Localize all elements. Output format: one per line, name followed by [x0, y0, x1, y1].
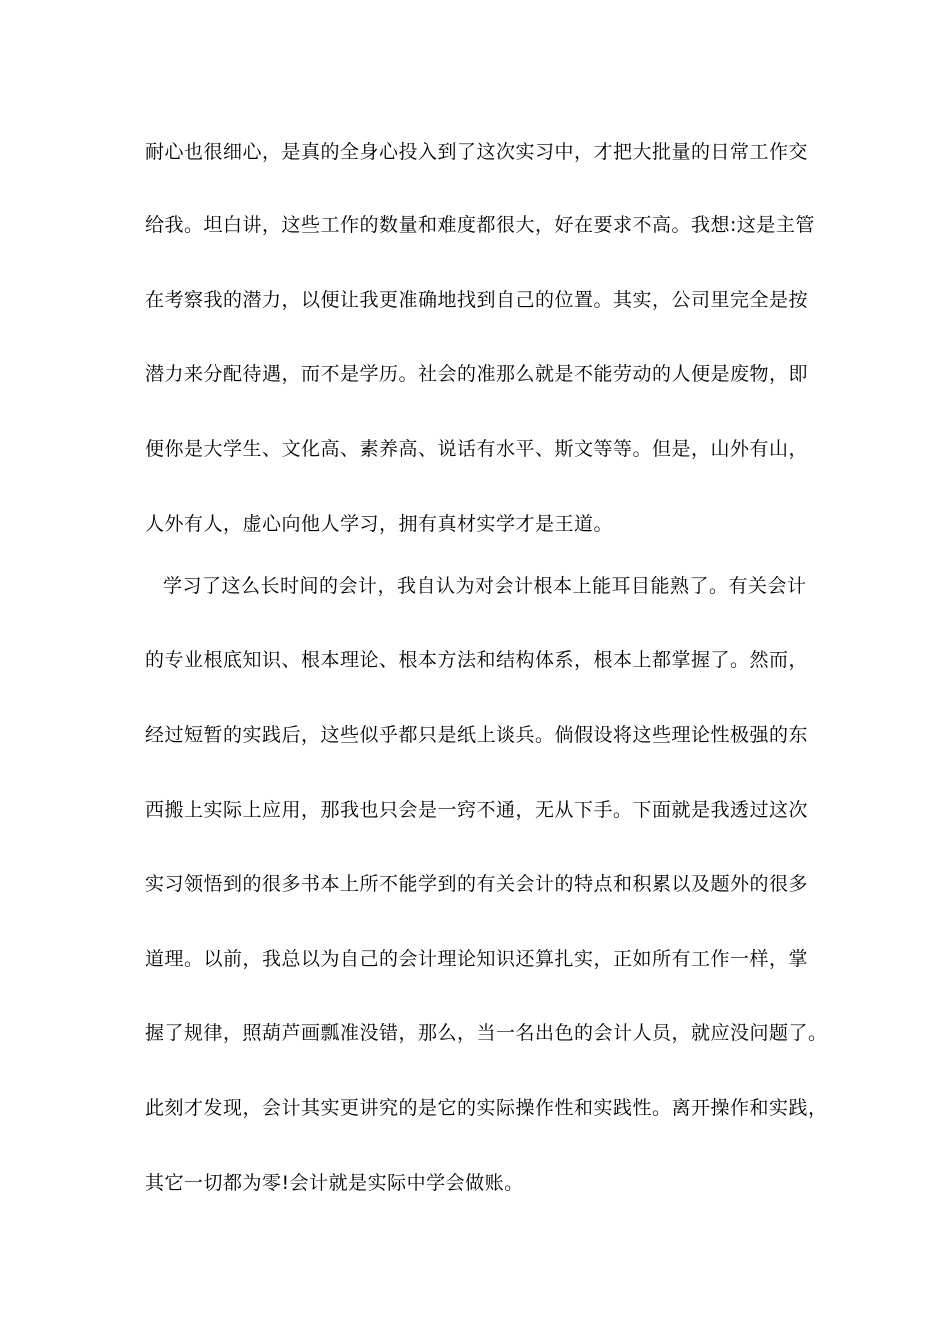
- text-line: 握了规律，照葫芦画瓢准没错，那么，当一名出色的会计人员，就应没问题了。: [145, 1022, 828, 1044]
- text-line: 道理。以前，我总以为自己的会计理论知识还算扎实，正如所有工作一样，掌: [145, 948, 809, 970]
- text-line: 西搬上实际上应用，那我也只会是一窍不通，无从下手。下面就是我透过这次: [145, 799, 809, 821]
- text-line: 潜力来分配待遇，而不是学历。社会的准那么就是不能劳动的人便是废物，即: [145, 363, 809, 385]
- paragraph-first-line: 学习了这么长时间的会计，我自认为对会计根本上能耳目能熟了。有关会计: [163, 575, 807, 597]
- text-line: 人外有人，虚心向他人学习，拥有真材实学才是王道。: [145, 513, 614, 535]
- text-line: 给我。坦白讲，这些工作的数量和难度都很大，好在要求不高。我想:这是主管: [145, 214, 815, 236]
- text-line: 此刻才发现，会计其实更讲究的是它的实际操作性和实践性。离开操作和实践，: [145, 1097, 828, 1119]
- text-line: 其它一切都为零!会计就是实际中学会做账。: [145, 1172, 524, 1194]
- text-line: 实习领悟到的很多书本上所不能学到的有关会计的特点和积累以及题外的很多: [145, 873, 809, 895]
- text-line: 在考察我的潜力，以便让我更准确地找到自己的位置。其实，公司里完全是按: [145, 289, 809, 311]
- text-line: 便你是大学生、文化高、素养高、说话有水平、斯文等等。但是，山外有山，: [145, 438, 809, 460]
- text-line: 经过短暂的实践后，这些似乎都只是纸上谈兵。倘假设将这些理论性极强的东: [145, 724, 809, 746]
- text-line: 的专业根底知识、根本理论、根本方法和结构体系，根本上都掌握了。然而，: [145, 649, 809, 671]
- text-line: 耐心也很细心，是真的全身心投入到了这次实习中，才把大批量的日常工作交: [145, 141, 809, 163]
